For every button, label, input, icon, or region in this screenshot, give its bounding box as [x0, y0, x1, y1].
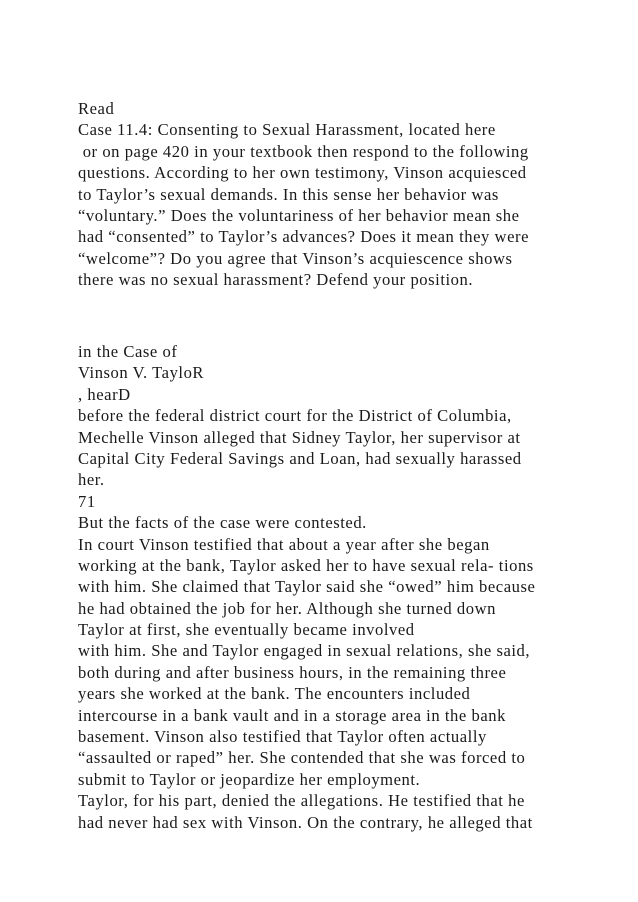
- prompt-line: Read: [78, 99, 115, 118]
- case-line: Vinson V. TayloR: [78, 363, 205, 383]
- case-line: working at the bank, Taylor asked her to have sexual rela- tions: [78, 555, 534, 575]
- case-line: basement. Vinson also testified that Taylor often actually: [78, 727, 487, 747]
- case-line: , hearD: [78, 384, 131, 404]
- prompt-line: Case 11.4: Consenting to Sexual Harassment, located here: [78, 120, 496, 140]
- prompt-line: questions. According to her own testimony, Vinson acquiesced: [78, 163, 527, 183]
- case-line: submit to Taylor or jeopardize her employment.: [78, 769, 421, 789]
- case-line: intercourse in a bank vault and in a storage area in the bank: [78, 705, 506, 725]
- case-line: had never had sex with Vinson. On the contrary, he alleged that: [78, 812, 533, 832]
- page-number-marker: 71: [78, 491, 96, 511]
- case-line: Mechelle Vinson alleged that Sidney Taylor, her supervisor at: [78, 427, 521, 447]
- case-line: before the federal district court for the District of Columbia,: [78, 406, 512, 426]
- case-line: In court Vinson testified that about a year after she began: [78, 534, 490, 554]
- case-line: Taylor at first, she eventually became involved: [78, 620, 415, 640]
- case-excerpt: [78, 341, 634, 833]
- prompt-line: or on page 420 in your textbook then respond to the following: [78, 141, 529, 161]
- case-line: both during and after business hours, in the remaining three: [78, 662, 507, 682]
- case-line: in the Case of: [78, 342, 178, 361]
- assignment-prompt: [78, 98, 634, 291]
- case-line: with him. She and Taylor engaged in sexual relations, she said,: [78, 641, 531, 661]
- prompt-line: “welcome”? Do you agree that Vinson’s acquiescence shows: [78, 248, 513, 268]
- case-line: he had obtained the job for her. Although she turned down: [78, 598, 496, 618]
- prompt-line: there was no sexual harassment? Defend your position.: [78, 270, 474, 290]
- case-line: “assaulted or raped” her. She contended that she was forced to: [78, 748, 526, 768]
- case-line: Taylor, for his part, denied the allegations. He testified that he: [78, 791, 525, 811]
- case-line: with him. She claimed that Taylor said she “owed” him because: [78, 577, 536, 597]
- case-line: years she worked at the bank. The encounters included: [78, 684, 471, 704]
- prompt-line: had “consented” to Taylor’s advances? Does it mean they were: [78, 227, 529, 247]
- case-line: But the facts of the case were contested.: [78, 513, 367, 533]
- prompt-line: to Taylor’s sexual demands. In this sense her behavior was: [78, 184, 499, 204]
- case-line: her.: [78, 470, 105, 490]
- prompt-line: “voluntary.” Does the voluntariness of her behavior mean she: [78, 205, 520, 225]
- case-line: Capital City Federal Savings and Loan, had sexually harassed: [78, 448, 522, 468]
